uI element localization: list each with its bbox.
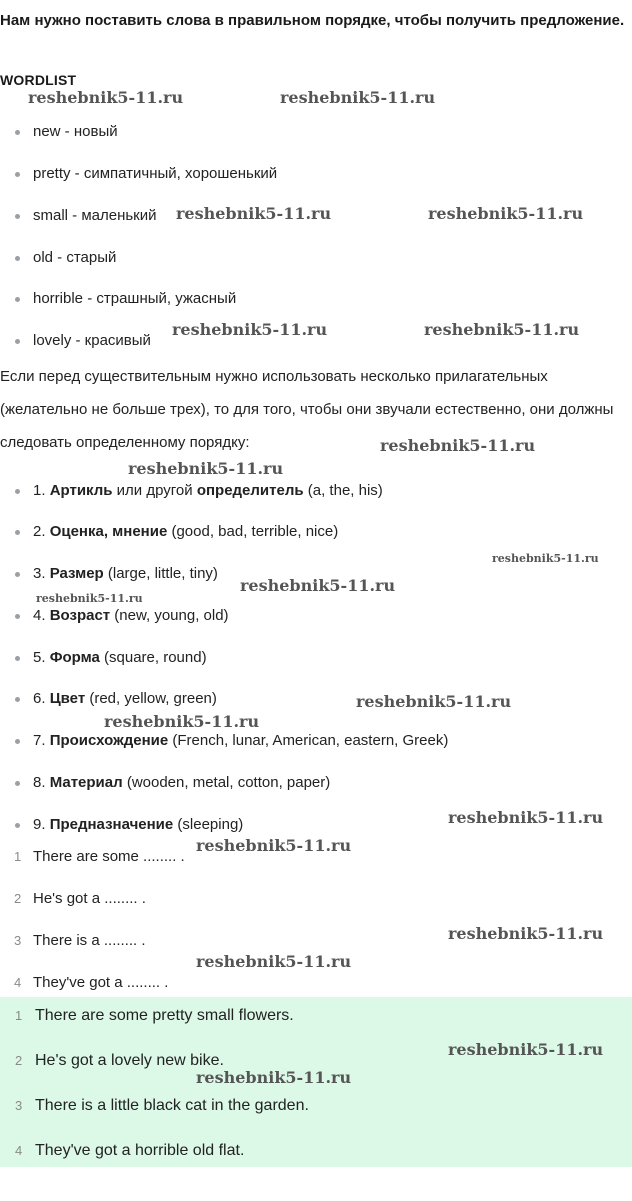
bullet-icon xyxy=(15,739,20,744)
bullet-icon xyxy=(15,130,20,135)
bullet-icon xyxy=(15,781,20,786)
bullet-icon xyxy=(15,214,20,219)
watermark: reshebnik5-11.ru xyxy=(128,459,284,478)
watermark: reshebnik5-11.ru xyxy=(176,204,332,223)
watermark: reshebnik5-11.ru xyxy=(380,436,536,455)
bullet-icon xyxy=(15,614,20,619)
bullet-icon xyxy=(15,489,20,494)
watermark: reshebnik5-11.ru xyxy=(172,320,328,339)
rule-paragraph: Если перед существительным нужно использовать несколько прилагательных (желательно не больше трех), то для того, чтобы они звучали естественно, они должны следовать определенному порядку: xyxy=(0,368,614,451)
bullet-icon xyxy=(15,823,20,828)
watermark: reshebnik5-11.ru xyxy=(104,712,260,731)
watermark: reshebnik5-11.ru xyxy=(196,1068,352,1087)
bullet-icon xyxy=(15,297,20,302)
watermark: reshebnik5-11.ru xyxy=(448,808,604,827)
watermark: reshebnik5-11.ru xyxy=(492,552,599,565)
watermark: reshebnik5-11.ru xyxy=(196,836,352,855)
bullet-icon xyxy=(15,697,20,702)
bullet-icon xyxy=(15,530,20,535)
watermark: reshebnik5-11.ru xyxy=(424,320,580,339)
bullet-icon xyxy=(15,256,20,261)
watermark: reshebnik5-11.ru xyxy=(448,1040,604,1059)
wordlist-title: WORDLIST xyxy=(0,72,77,88)
watermark: reshebnik5-11.ru xyxy=(356,692,512,711)
watermark: reshebnik5-11.ru xyxy=(448,924,604,943)
watermark: reshebnik5-11.ru xyxy=(36,592,143,605)
answers-block: 1 There are some pretty small flowers. 2 He's got a lovely new bike. 3 There is a little black cat in the garden. 4 They've got a horrible old flat. xyxy=(0,997,632,1167)
watermark: reshebnik5-11.ru xyxy=(240,576,396,595)
watermark: reshebnik5-11.ru xyxy=(196,952,352,971)
bullet-icon xyxy=(15,339,20,344)
watermark: reshebnik5-11.ru xyxy=(280,88,436,107)
bullet-icon xyxy=(15,172,20,177)
bullet-icon xyxy=(15,572,20,577)
intro-heading: Нам нужно поставить слова в правильном порядке, чтобы получить предложение. xyxy=(0,12,625,29)
watermark: reshebnik5-11.ru xyxy=(428,204,584,223)
bullet-icon xyxy=(15,656,20,661)
watermark: reshebnik5-11.ru xyxy=(28,88,184,107)
